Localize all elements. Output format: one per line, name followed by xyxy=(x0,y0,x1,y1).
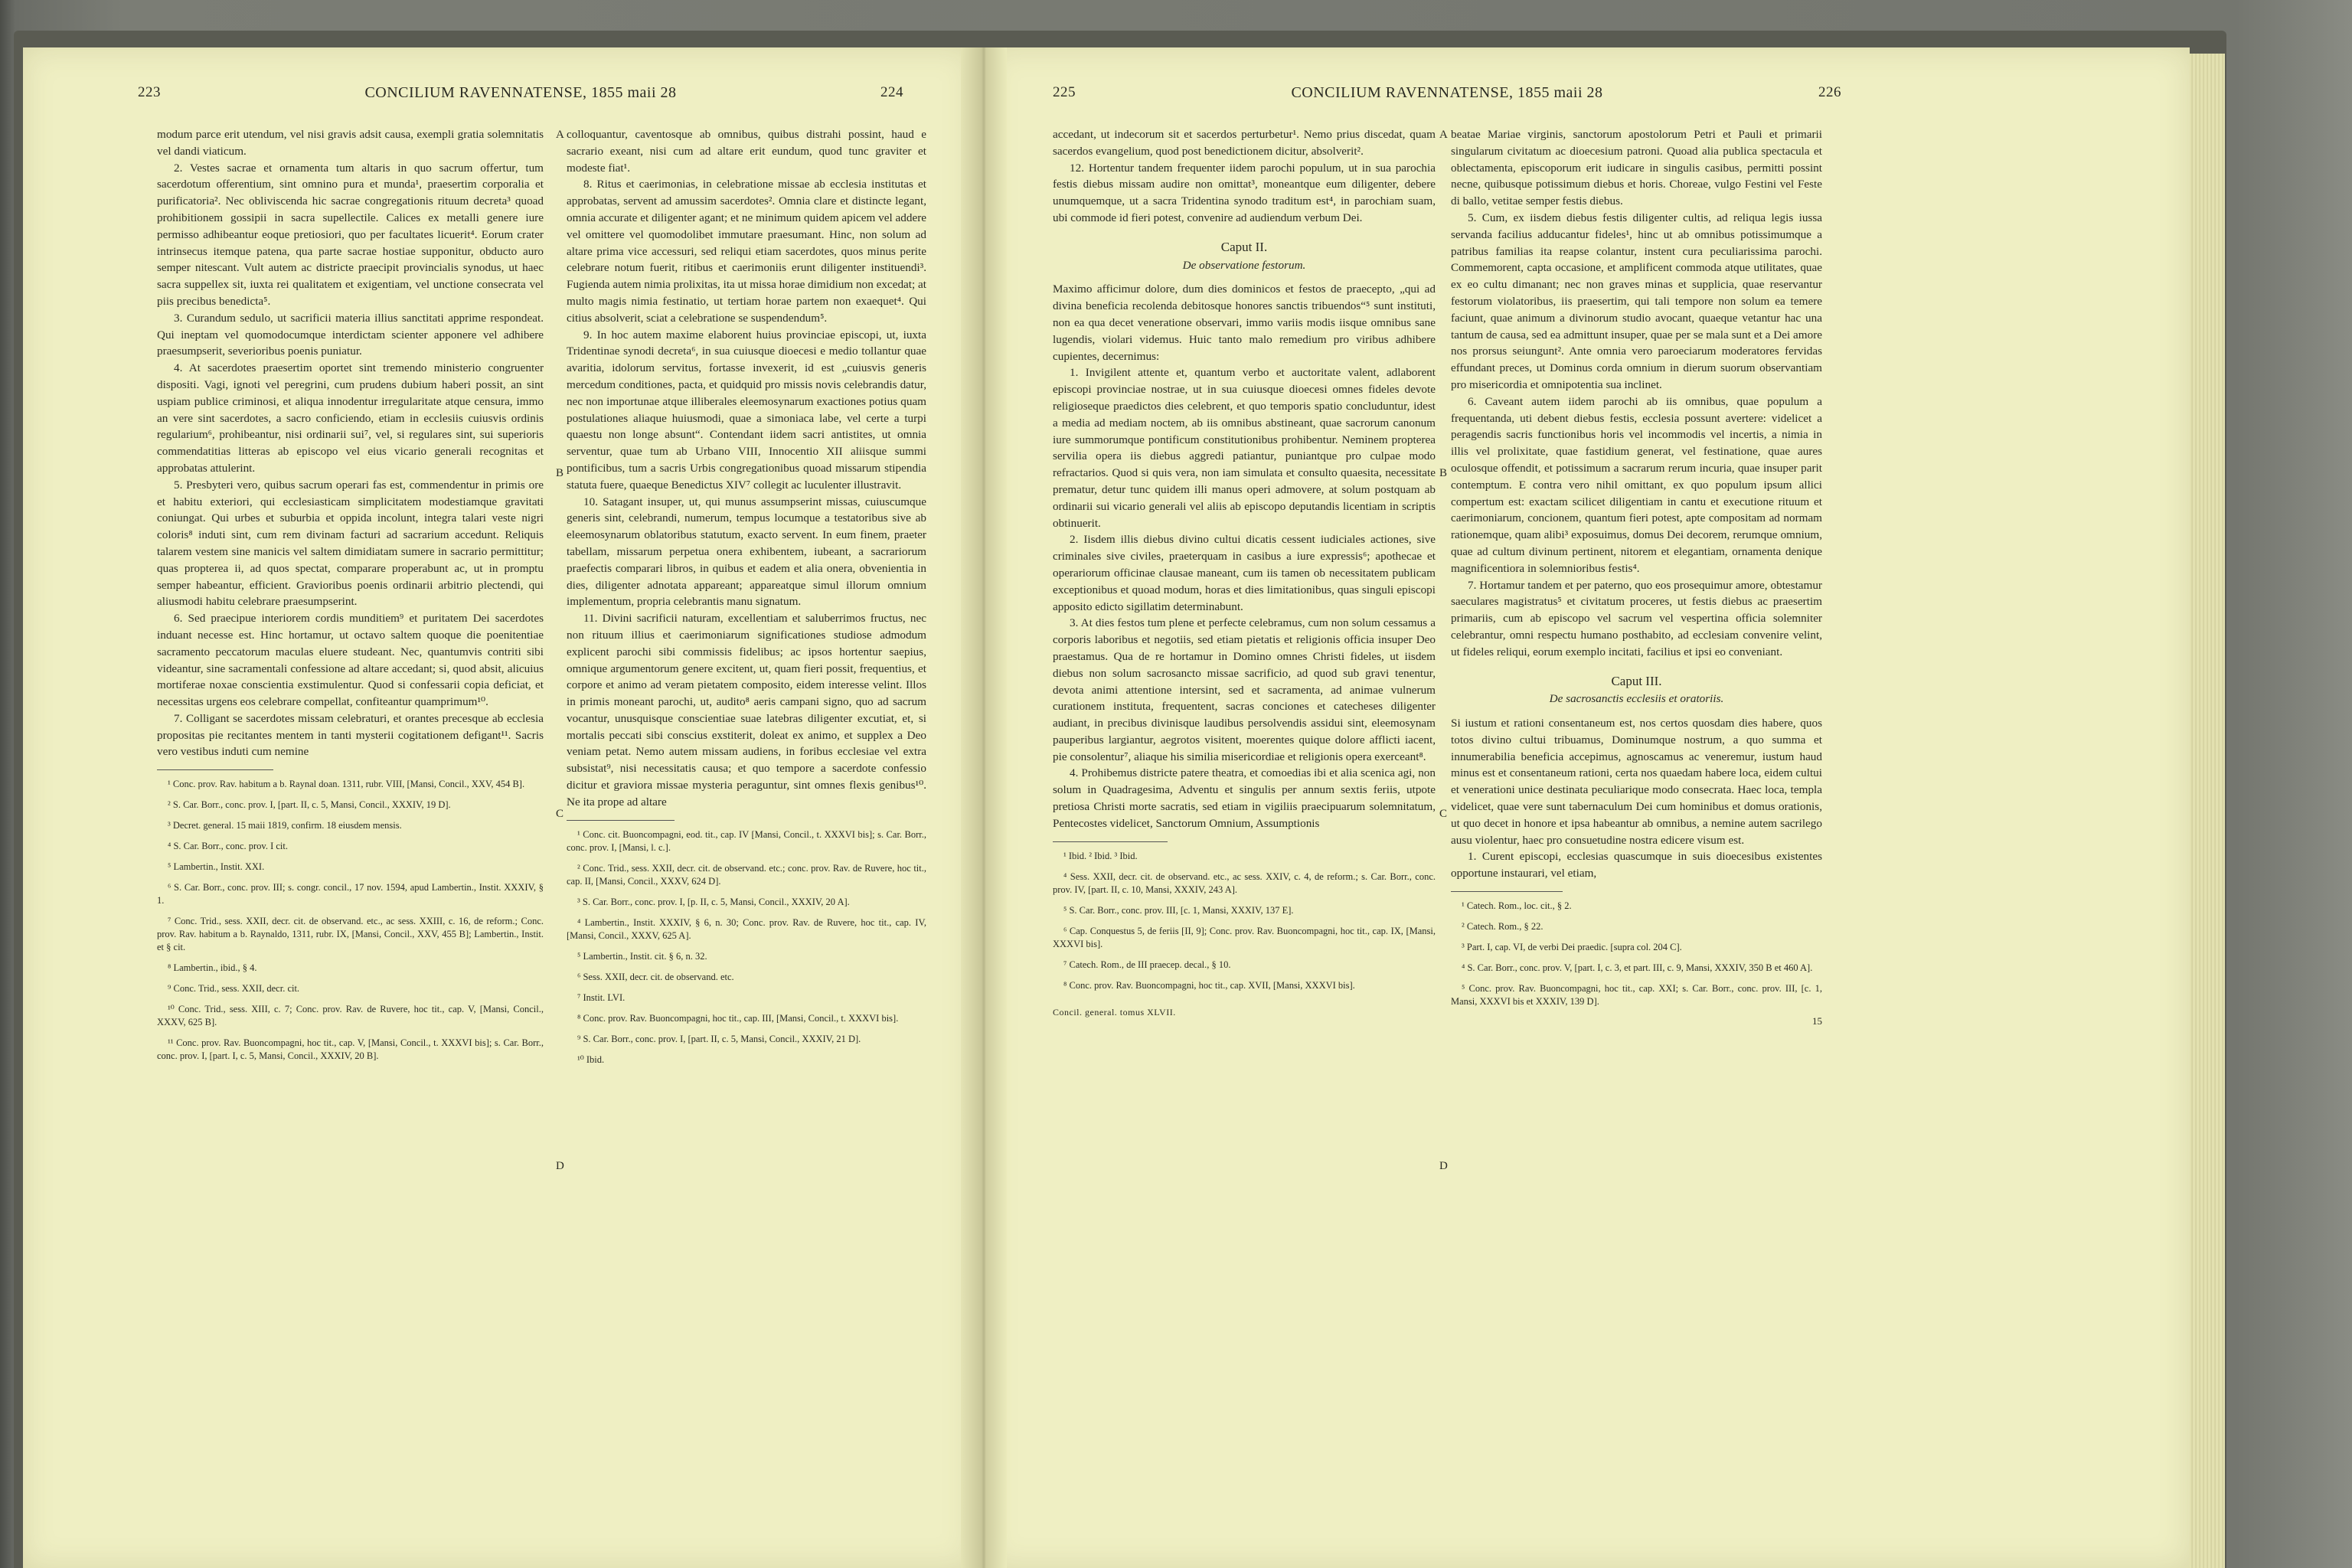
section-marker-b-left: B xyxy=(556,467,564,479)
signature-line: Concil. general. tomus XLVII. xyxy=(1053,1006,1176,1018)
footnote: ⁵ Lambertin., Instit. XXI. xyxy=(168,861,265,873)
page-edges xyxy=(2190,54,2225,1568)
caput-ii-subtitle: De observatione festorum. xyxy=(1182,258,1306,272)
footnote-rule xyxy=(567,820,675,821)
column-224 xyxy=(567,126,926,1558)
paragraph: colloquantur, caventosque ab omnibus, quibus distrahi possint, haud e sacrario exeant, nisi cum ad altare erit eundum, quod tunc graviter et modeste fiat¹. xyxy=(567,128,926,175)
footnote: ³ S. Car. Borr., conc. prov. I, [p. II, c. 5, Mansi, Concil., XXXIV, 20 A]. xyxy=(577,896,850,907)
left-running-title: CONCILIUM RAVENNATENSE, 1855 maii 28 xyxy=(364,84,677,101)
section-marker-b-right: B xyxy=(1439,467,1448,479)
footnote: ¹¹ Conc. prov. Rav. Buoncompagni, hoc tit., cap. V, [Mansi, Concil., t. XXXVI bis]; s. Car. Borr., conc. prov. I, [part. I, c. 5, Mansi, Concil., XXXIV, 20 B]. xyxy=(157,1037,544,1062)
footnote: ¹⁰ Conc. Trid., sess. XIII, c. 7; Conc. prov. Rav. de Ruvere, hoc tit., cap. V, [Mansi, Concil., XXXV, 625 B]. xyxy=(157,1004,544,1028)
paragraph: 3. Curandum sedulo, ut sacrificii materia illius sanctitati apprime respondeat. Qui ineptam vel quomodocumque interdictam scienter apponere vel adhibere praesumpserit, severioribus poenis puniatur. xyxy=(157,311,544,358)
paragraph: 2. Iisdem illis diebus divino cultui dicatis cessent iudiciales actiones, sive criminales sive civiles, praeterquam in casibus a iure expressis⁶; apothecae et operariorum officinae clausae maneant, cum iis tamen ob necessitatem publicam exceptionibus et quoad modum, horas et dies limitationibus, quas singuli episcopi apposito edicto sigillatim determinabunt. xyxy=(1053,533,1436,613)
footnote-rule xyxy=(1451,891,1563,892)
footnote: ¹⁰ Ibid. xyxy=(577,1054,605,1065)
paragraph: 1. Invigilent attente et, quantum verbo et auctoritate valent, adlaborent episcopi provinciae nostrae, ut in sua cuiusque dioecesi omnes fideles devote religioseque praedictos dies celebrent, et quo temporis spatio concluduntur, idest a media ad mediam noctem, ab iis omnibus abstineant, quae sacrorum canonum iure summorumque pontificum constitutionibus prohibentur. Neminem propterea servilia opera iis diebus aggredi patiantur, puniantque pro culpae modo refractarios. Quod si quis vera, non iam simulata et consulto quaesita, necessitate prematur, detur tunc quidem illi manus operi admovere, at solum postquam ab ordinarii sui vicario generali vel aliis ab episcopo deputandis licentiam in scriptis obtinuerit. xyxy=(1053,366,1436,530)
footnote: ³ Decret. general. 15 maii 1819, confirm. 18 eiusdem mensis. xyxy=(168,820,402,831)
column-226-footnotes xyxy=(1451,900,1822,1008)
paragraph: 5. Cum, ex iisdem diebus festis diligenter cultis, ad reliqua legis iussa servanda facilius adducantur fideles¹, hinc ut ab omnibus potissimumque a patribus familias ita reapse colantur, instent cura peculiarissima parochi. Commemorent, capta occasione, et amplificent commoda atque utilitates, quae ex eo cultu dimanant; nec non graves minas et supplicia, quae reservantur festorum violatoribus, iis praesertim, qui tali tempore non solum ea temere faciunt, quae animum a divinorum studio avocant, quaeque vetantur hac una tantum de causa, sed ea admittunt insuper, quae per se mala sunt et a Dei amore nos prorsus seiungunt². Ante omnia vero paroeciarum moderatores fervidas effundant preces, ut Dominus corda omnium in dierum suorum observantiam pro misericordia et omnipotentia sua inclinet. xyxy=(1451,211,1822,391)
section-marker-c-right: C xyxy=(1439,808,1448,820)
footnote: ⁶ Cap. Conquestus 5, de feriis [II, 9]; Conc. prov. Rav. Buoncompagni, hoc tit., cap. IX, [Mansi, XXXVI bis]. xyxy=(1053,925,1436,949)
footnote: ⁶ S. Car. Borr., conc. prov. III; s. congr. concil., 17 nov. 1594, apud Lambertin., Instit. XXXIV, § 1. xyxy=(157,882,544,906)
column-226-text-bottom xyxy=(1451,715,1822,882)
footnote: ⁵ Conc. prov. Rav. Buoncompagni, hoc tit., cap. XXI; s. Car. Borr., conc. prov. III, [c. 1, Mansi, XXXVI bis et XXXIV, 139 D]. xyxy=(1451,983,1822,1008)
footnote: ⁴ Sess. XXII, decr. cit. de observand. etc., ac sess. XXIV, c. 4, de reform.; s. Car. Borr., conc. prov. IV, [part. II, c. 10, Mansi, XXXIV, 243 A]. xyxy=(1053,871,1436,895)
right-page-number-226: 226 xyxy=(1818,84,1841,100)
paragraph: 11. Divini sacrificii naturam, excellentiam et saluberrimos fructus, nec non rituum illius et caerimoniarum significationes studiose admodum explicent parochi sibi commissis fidelibus; ac ipsos hortentur saepius, omnique argumentorum genere excitent, ut, quam fieri possit, frequentius, et corpore et animo ad veram pietatem composito, eidem interesse velint. Illos in primis moneant parochi, ut, audito⁸ aeris campani signo, quo ad sacrum vocantur, unusquisque conscientiae suae latebras diligenter excutiat, et, si mortalis peccati sibi conscius exstiterit, doleat ex animo, et supplex a Deo veniam petat. Nemo autem missam audiens, in foribus ecclesiae vel extra subsistat⁹, nisi necessitatis causa; et quo tempore a sacerdote confessio dicitur et graviora missae mysteria peraguntur, sint omnes flexis genibus¹⁰. Ne ita prope ad altare xyxy=(567,612,926,808)
column-223-text xyxy=(157,126,544,760)
footnote: ⁴ S. Car. Borr., conc. prov. V, [part. I, c. 3, et part. III, c. 9, Mansi, XXXIV, 350 B et 460 A]. xyxy=(1462,962,1813,974)
column-225-footnotes xyxy=(1053,850,1436,992)
caput-iii-subtitle: De sacrosanctis ecclesiis et oratoriis. xyxy=(1549,692,1724,706)
left-page-number-223: 223 xyxy=(138,84,161,100)
paragraph: Maximo afficimur dolore, dum dies dominicos et festos de praecepto, „qui ad divina beneficia recolenda debitosque honores sanctis tribuendos“⁵ sunt instituti, non ea qua decet veneratione observari, immo variis modis iisque omnibus sane lugendis, violari videmus. Huic tanto malo remedium pro viribus adhibere cupientes, decernimus: xyxy=(1053,283,1436,363)
paragraph: 3. At dies festos tum plene et perfecte celebramus, cum non solum cessamus a corporis laboribus et negotiis, sed etiam pietatis et religionis officia insuper Deo praestamus. Qua de re hortamur in Domino omnes Christi fideles, ut iisdem diebus non solum sacrosancto missae sacrificio, ad quod sub gravi tenentur, devota animi attentione intersint, sed et sacramenta, ad animae vulnerum curationem instituta, frequentent, sacras conciones et catecheses diligenter audiant, in precibus divinisque laudibus persolvendis assidui sint, eleemosynam pauperibus largiantur, aegrotos visitent, moerentes quique dolore afflicti iacent, pie consolentur⁷, aliaque his similia misericordiae et religionis opera exerceant⁸. xyxy=(1053,616,1436,763)
paragraph: 1. Curent episcopi, ecclesias quascumque in suis dioecesibus existentes opportune instaurari, vel etiam, xyxy=(1451,850,1822,880)
column-224-text xyxy=(567,126,926,811)
footnote: ⁷ Conc. Trid., sess. XXII, decr. cit. de observand. etc., ac sess. XXIII, c. 16, de reform.; Conc. prov. Rav. habitum a b. Raynaldo, 1311, rubr. IX, [Mansi, Concil., XXV, 455 B]; Lambertin., Instit. et § cit. xyxy=(157,916,544,953)
paragraph: 9. In hoc autem maxime elaborent huius provinciae episcopi, ut, iuxta Tridentinae synodi decreta⁶, in sua cuiusque dioecesi e medio tollantur quae avaritia, idolorum servitus, fortasse invexerit, id est „cuiusvis generis mercedum conditiones, pacta, et quidquid pro missis novis celebrandis datur, nec non importunae atque illiberales eleemosynarum exactiones potius quam postulationes aliaque huiusmodi, quae a simoniaca labe, vel certe a turpi quaestu non longe absunt“. Contendant iidem sacri antistites, ut omnia serventur, quae tum ab Urbano VIII, Innocentio XII aliisque summi pontificibus, tum a sacris Urbis congregationibus quoad missarum stipendia statuta fuere, quaeque Benedictus XIV⁷ collegit ac luculenter illustravit. xyxy=(567,328,926,492)
footnote: ¹ Conc. prov. Rav. habitum a b. Raynal doan. 1311, rubr. VIII, [Mansi, Concil., XXV, 454 B]. xyxy=(168,779,525,790)
paragraph: 6. Sed praecipue interiorem cordis munditiem⁹ et puritatem Dei sacerdotes induant necesse est. Hinc hortamur, ut octavo saltem quoque die poenitentiae sacramento peccatorum maculas eluere studeant. Nec, quantumvis contriti sibi videantur, sine sacramentali confessione ad altare accedant; si, quod absit, alicuius mortiferae noxae conscientia exstimulentur. Quod si confessarii copia deficiat, et necessitas urgens eos celebrare compellat, confiteantur quamprimum¹⁰. xyxy=(157,612,544,709)
section-marker-d-left: D xyxy=(556,1160,564,1172)
paragraph: accedant, ut indecorum sit et sacerdos perturbetur¹. Nemo prius discedat, quam sacerdos evangelium, quod post benedictionem dicitur, absolverit². xyxy=(1053,128,1436,158)
section-marker-d-right: D xyxy=(1439,1160,1448,1172)
caput-iii-heading: Caput III. xyxy=(1611,673,1662,688)
column-225-text-top xyxy=(1053,126,1436,227)
footnote: ² S. Car. Borr., conc. prov. I, [part. II, c. 5, Mansi, Concil., XXXIV, 19 D]. xyxy=(168,799,451,811)
paragraph: 5. Presbyteri vero, quibus sacrum operari fas est, commendentur in primis ore et habitu exteriori, qui ecclesiasticam simplicitatem modestiamque gravitati coniungat. Qui urbes et suburbia et oppida incolunt, integra talari veste nigri coloris⁸ induti sint, cum rem divinam facturi ad sacrarium accedunt. Reliquis talarem vestem sine manicis vel saltem dimidiatam sumere in sacrario permittitur; quas propterea ii, ad quos spectat, comparare properabunt ac, ut in promptu semper habeantur, efficient. Gravioribus poenis ordinarii arbitrio plectendi, qui aliusmodi habitu celebrare praesumpserint. xyxy=(157,478,544,609)
paragraph: 4. Prohibemus districte patere theatra, et comoedias ibi et alia scenica agi, non solum in Quadragesima, Adventu et singulis per annum sextis feriis, utpote pretiosa Christi morte sacratis, sed etiam in vigiliis praecipuarum solemnitatum, Pentecostes videlicet, Sanctorum Omnium, Assumptionis xyxy=(1053,766,1436,830)
paragraph: modum parce erit utendum, vel nisi gravis adsit causa, exempli gratia solemnitatis vel dandi viaticum. xyxy=(157,128,544,158)
footnote: ⁹ S. Car. Borr., conc. prov. I, [part. II, c. 5, Mansi, Concil., XXXIV, 21 D]. xyxy=(577,1033,861,1044)
footnote: ² Catech. Rom., § 22. xyxy=(1462,921,1544,933)
footnote-rule xyxy=(1053,841,1168,842)
column-226-text-top xyxy=(1451,126,1822,661)
book-gutter xyxy=(961,47,1007,1568)
footnote: ⁵ S. Car. Borr., conc. prov. III, [c. 1, Mansi, XXXIV, 137 E]. xyxy=(1063,904,1294,916)
footnote: ⁸ Lambertin., ibid., § 4. xyxy=(168,962,257,974)
right-page-number-225: 225 xyxy=(1053,84,1076,100)
footnote: ⁷ Catech. Rom., de III praecep. decal., § 10. xyxy=(1063,959,1231,970)
footnote: ⁸ Conc. prov. Rav. Buoncompagni, hoc tit., cap. III, [Mansi, Concil., t. XXXVI bis]. xyxy=(577,1012,899,1024)
footnote: ⁶ Sess. XXII, decr. cit. de observand. etc. xyxy=(577,971,734,982)
right-running-title: CONCILIUM RAVENNATENSE, 1855 maii 28 xyxy=(1291,84,1603,101)
footnote: ¹ Catech. Rom., loc. cit., § 2. xyxy=(1462,900,1572,912)
paragraph: 8. Ritus et caerimonias, in celebratione missae ab ecclesia institutas et approbatas, servent ad amussim sacerdotes². Omnia clare et distincte legant, omnia accurate et diligenter agant; et ne minimum quidem apicem vel addere vel omittere vel quomodolibet immutare praesumant. Hinc, non solum ad altare prima vice accessuri, sed reliqui etiam sacerdotes, quos minus perite celebrare notum fuerit, ritibus et caerimoniis erunt diligenter instituendi³. Fugienda autem nimia prolixitas, ita ut missa horae dimidium non excedat; at multo magis nimia festinatio, ut tertiam horae partem non exaequet⁴. Qui citius absolverit, sciat a celebratione se suspendendum⁵. xyxy=(567,178,926,325)
paragraph: 7. Colligant se sacerdotes missam celebraturi, et orantes precesque ab ecclesia propositas pie recitantes mentem in tanti mysterii cogitationem defigant¹¹. Sacris vero vestibus induti cum nemine xyxy=(157,711,544,759)
left-page-number-224: 224 xyxy=(880,84,903,100)
sheet-number: 15 xyxy=(1812,1015,1822,1027)
footnote: ⁴ S. Car. Borr., conc. prov. I cit. xyxy=(168,841,288,852)
paragraph: Si iustum et rationi consentaneum est, nos certos quosdam dies habere, quos totos divino cultui tribuamus, Dominumque nostrum, a quo summa et innumerabilia beneficia accepimus, agnoscamus ac veneremur, iustum haud minus est et consentaneum rationi, certa nos quaedam habere loca, eidem cultui et venerationi unice destinata peculiarique modo consecrata. Haec loca, templa videlicet, quae vere sunt tabernaculum Dei cum hominibus et domus orationis, ut quo decet in honore et ipsa habeantur ab omnibus, a nemine autem sacrilego ausu violentur, haec pro consuetudine nostra edicere visum est. xyxy=(1451,717,1822,847)
footnote: ³ Part. I, cap. VI, de verbi Dei praedic. [supra col. 204 C]. xyxy=(1462,942,1682,953)
section-marker-a-right: A xyxy=(1439,129,1448,141)
footnote: ⁷ Instit. LVI. xyxy=(577,991,626,1003)
footnote-rule xyxy=(157,769,273,770)
column-226 xyxy=(1451,126,1822,1558)
paragraph: 12. Hortentur tandem frequenter iidem parochi populum, ut in sua parochia festis diebus missam audire non omittat³, moneantque eum diligenter, debere unumquemque, ut a sacra Tridentina synodo traditum est⁴, in parochiam suam, ubi commode id fieri potest, convenire ad audiendum verbum Dei. xyxy=(1053,161,1436,224)
section-marker-c-left: C xyxy=(556,808,564,820)
footnote: ² Conc. Trid., sess. XXII, decr. cit. de observand. etc.; conc. prov. Rav. de Ruvere, hoc tit., cap. II, [Mansi, Concil., XXXV, 624 D]. xyxy=(567,862,926,887)
footnote: ¹ Conc. cit. Buoncompagni, eod. tit., cap. IV [Mansi, Concil., t. XXXVI bis]; s. Car. Borr., conc. prov. I, [Mansi, l. c.]. xyxy=(567,828,926,853)
footnote: ⁹ Conc. Trid., sess. XXII, decr. cit. xyxy=(168,983,300,995)
column-224-footnotes xyxy=(567,828,926,1067)
section-marker-a-left: A xyxy=(556,129,564,141)
column-225-text-bottom xyxy=(1053,281,1436,831)
paragraph: 2. Vestes sacrae et ornamenta tum altaris in quo sacrum offertur, tum sacerdotum offerentium, sint omnino pura et munda¹, praesertim corporalia et purificatoria². Nec obliviscenda hic sacrae congregationis rituum decreta³ quoad prohibitionem gossipii in sacra supellectile. Calices ex metalli genere iure permisso adhibeantur eoque pretiosiori, quo per facultates licuerit⁴. Eorum crater intrinsecus itemque patena, qua parte sacrae hostiae supponitur, obducto auro semper nitescant. Vult autem ac districte praecipit provincialis synodus, ut haec sacra suppellex sit, iuxta rei qualitatem et exigentiam, vel unctione consecrata vel piis precibus benedicta⁵. xyxy=(157,161,544,308)
column-223-footnotes xyxy=(157,778,544,1063)
footnote: ⁴ Lambertin., Instit. XXXIV, § 6, n. 30; Conc. prov. Rav. de Ruvere, hoc tit., cap. IV, [Mansi, Concil., XXXV, 625 A]. xyxy=(567,916,926,941)
paragraph: 10. Satagant insuper, ut, qui munus assumpserint missas, cuiuscumque generis sint, celebrandi, numerum, tempus locumque a testatoribus sive ab eleemosynarum oblatoribus statutum, exacto servent. In eum finem, praeter tabellam, missarum perpetua onera exhibentem, iubeant, a sacrariorum praefectis comparari libros, in quibus et eadem et alia onera, obvenientia in dies, diligenter adnotata appareant; appareatque simul illorum omnium implementum, propria celebrantis manu signatum. xyxy=(567,495,926,609)
caput-ii-heading: Caput II. xyxy=(1220,239,1268,254)
footnote: ¹ Ibid. ² Ibid. ³ Ibid. xyxy=(1063,850,1138,861)
column-223 xyxy=(157,126,544,1558)
footnote: ⁸ Conc. prov. Rav. Buoncompagni, hoc tit., cap. XVII, [Mansi, XXXVI bis]. xyxy=(1063,979,1355,991)
paragraph: 7. Hortamur tandem et per paterno, quo eos prosequimur amore, obtestamur saeculares magistratus⁵ et civitatum proceres, ut festis diebus ac praesertim primariis, cum ab episcopo vel sacrum vel vespertina officia solemniter celebrantur, omni respectu humano posthabito, ad ecclesiam convenire velint, ut fideles reliqui, eorum exemplo incitati, facilius et ipsi eo conveniant. xyxy=(1451,578,1822,658)
paragraph: 6. Caveant autem iidem parochi ab iis omnibus, quae populum a frequentanda, uti debent diebus festis, ecclesia possunt avertere: videlicet a peragendis sacris functionibus horis vel incommodis vel incertis, a nimia in illis vel prolixitate, quae fastidium generat, vel festinatione, quae aures oculosque offendit, et potissimum a sacrarum rerum incuria, quae insuper parit contemptum. E contra vero nihil omittant, ex quo populum ipsum allici compertum est: exactam scilicet diligentiam in cantu et executione rituum et caerimoniarum, concionem, quantum fieri potest, apte compositam ad normam rationemque, quam alibi³ exposuimus, domus Dei decorem, rerumque omnium, quae ad cultum divinum pertinent, nitorem et elegantiam, ornamenta denique magnificentiora in solemnioribus festis⁴. xyxy=(1451,394,1822,575)
footnote: ⁵ Lambertin., Instit. cit. § 6, n. 32. xyxy=(577,950,707,962)
paragraph: 4. At sacerdotes praesertim oportet sint tremendo ministerio congruenter dispositi. Vagi, ignoti vel peregrini, cum prudens dubium haberi possit, an sint uspiam publice criminosi, et aliqua innodentur irregularitate atque censura, immo an vere sint sacerdotes, a sacro conficiendo, etiam in ecclesiis cuiusvis ordinis regularium⁶, prohibeantur, nisi ordinarii sui⁷, vel, si regulares sint, sui superioris commendatitias litteras ab episcopo vel eius vicario generali recognitas et approbatas attulerint. xyxy=(157,361,544,475)
column-225 xyxy=(1053,126,1436,1558)
paragraph: beatae Mariae virginis, sanctorum apostolorum Petri et Pauli et primarii singularum civitatum ac dioecesium patroni. Quoad alia publica spectacula et oblectamenta, episcoporum erit iudicare in singulis casibus, permitti possint necne, quibusque potissimum diebus et horis. Choreae, vulgo Festini vel Feste di ballo, vetitae semper festis diebus. xyxy=(1451,128,1822,208)
